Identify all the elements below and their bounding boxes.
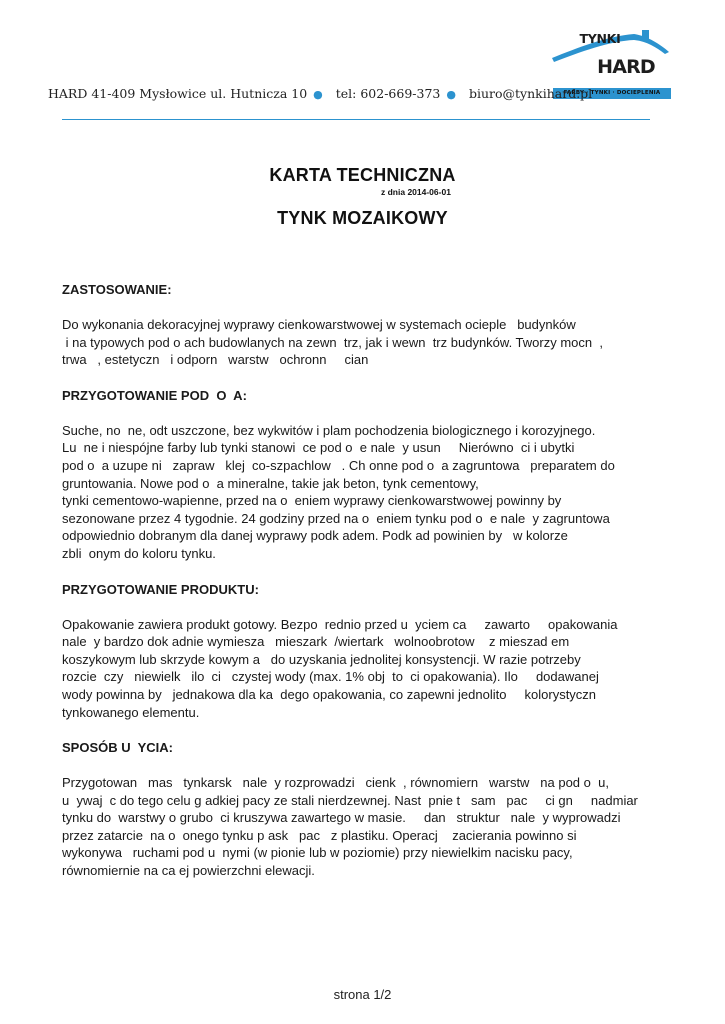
section-text <box>62 774 662 880</box>
section-heading: PRZYGOTOWANIE POD O A: <box>62 387 247 403</box>
page-number: strona 1/2 <box>333 987 392 1002</box>
text-line: trwa , estetyczn i odporn warstw ochronn cian <box>62 352 369 368</box>
section-heading: ZASTOSOWANIE: <box>62 282 172 297</box>
text-line: Opakowanie zawiera produkt gotowy. Bezpo rednio przed u yciem ca zawarto opakowania <box>62 616 618 632</box>
document-title: KARTA TECHNICZNA <box>269 165 456 185</box>
company-email[interactable]: biuro@tynkihard.pl <box>468 86 593 101</box>
document-date: z dnia 2014-06-01 <box>381 187 451 197</box>
logo-word-main: HARD <box>597 56 655 78</box>
text-line: Do wykonania dekoracyjnej wyprawy cienkowarstwowej w systemach ocieple budynków <box>62 317 576 332</box>
text-line: u ywaj c do tego celu g adkiej pacy ze stali nierdzewnej. Nast pnie t sam pac ci gn nadmiar <box>62 792 638 808</box>
text-line: Lu ne i niespójne farby lub tynki stanowi ce pod o e nale y usun Nierówno ci i ubytki <box>62 440 575 456</box>
document-body <box>62 281 662 898</box>
text-line: Przygotowan mas tynkarsk nale y rozprowadzi cienk , równomiern warstw na pod o u, <box>62 775 609 791</box>
text-line: zbli onym do koloru tynku. <box>62 545 216 561</box>
text-line: Suche, no ne, odt uszczone, bez wykwitów i plam pochodzenia biologicznego i korozyjnego. <box>62 422 596 438</box>
company-phone: tel: 602-669-373 <box>335 86 441 101</box>
text-line: tynku do warstwy o grubo ci kruszywa zawartego w masie. dan struktur nale y wyprowadzi <box>62 810 621 826</box>
text-line: nale y bardzo dok adnie wymiesza mieszark /wiertark wolnoobrotow z mieszad em <box>62 634 570 650</box>
product-title: TYNK MOZAIKOWY <box>277 208 448 228</box>
logo-word-top: TYNKI <box>579 31 621 46</box>
text-line: gruntowania. Nowe pod o a mineralne, takie jak beton, tynk cementowy, <box>62 475 479 491</box>
section-heading: PRZYGOTOWANIE PRODUKTU: <box>62 581 259 597</box>
section-text <box>62 616 662 722</box>
text-line: tynkowanego elementu. <box>62 704 200 720</box>
text-line: tynki cementowo-wapienne, przed na o eniem wyprawy cienkowarstwowej powinny by <box>62 493 562 509</box>
text-line: sezonowane przez 4 tygodnie. 24 godziny przed na o eniem tynku pod o e nale y zagruntowa <box>62 510 610 526</box>
header-divider <box>62 119 650 120</box>
text-line: równomiernie na ca ej powierzchni elewacji. <box>62 863 315 879</box>
text-line: wykonywa ruchami pod u nymi (w pionie lub w poziomie) przy niewielkim nacisku pacy, <box>62 845 573 861</box>
contact-line <box>48 86 592 101</box>
bullet-icon: ● <box>446 88 456 101</box>
text-line: i na typowych pod o ach budowlanych na zewn trz, jak i wewn trz budynków. Tworzy mocn , <box>62 334 603 350</box>
section-text <box>62 316 662 369</box>
logo-tagline: FARBY · TYNKI · DOCIEPLENIA <box>553 88 671 99</box>
section-heading: SPOSÓB U YCIA: <box>62 740 174 756</box>
company-address: HARD 41-409 Mysłowice ul. Hutnicza 10 <box>48 86 308 101</box>
text-line: odpowiednio dobranym dla danej wyprawy podk adem. Podk ad powinien by w kolorze <box>62 528 568 544</box>
text-line: koszykowym lub skrzyde kowym a do uzyskania jednolitej konsystencji. W razie potrzeby <box>62 651 581 667</box>
section-text <box>62 422 662 563</box>
text-line: wody powinna by jednakowa dla ka dego opakowania, co zapewni jednolito kolorystyczn <box>62 686 597 702</box>
bullet-icon: ● <box>313 88 323 101</box>
text-line: rozcie czy niewielk ilo ci czystej wody (max. 1% obj to ci opakowania). Ilo dodawanej <box>62 669 599 685</box>
text-line: przez zatarcie na o onego tynku p ask pac z plastiku. Operacj zacierania powinno si <box>62 827 577 843</box>
text-line: pod o a uzupe ni zapraw klej co-szpachlow . Ch onne pod o a zagruntowa preparatem do <box>62 457 615 473</box>
